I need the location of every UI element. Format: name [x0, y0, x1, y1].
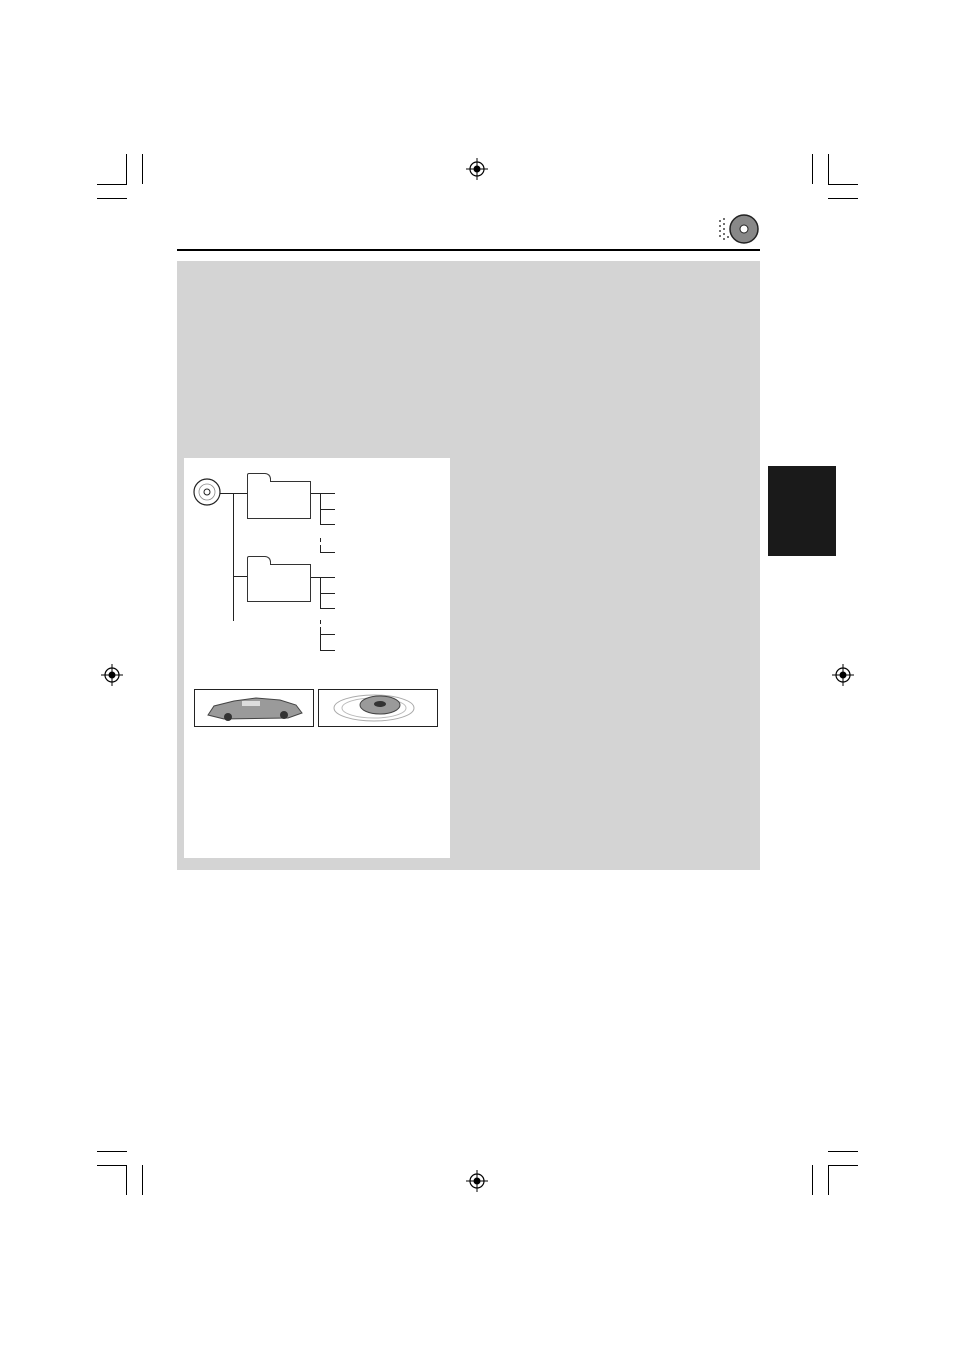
crop-mark — [126, 1165, 127, 1195]
tree-line — [320, 552, 335, 553]
crop-mark — [97, 1165, 127, 1166]
crop-mark — [142, 1165, 143, 1195]
tree-line — [320, 627, 321, 650]
tree-line — [233, 576, 248, 577]
crop-mark — [126, 154, 127, 184]
crop-mark — [828, 1151, 858, 1152]
language-tab — [768, 466, 836, 556]
tree-line — [233, 493, 234, 621]
disc-icon — [192, 477, 222, 507]
tree-line — [320, 593, 335, 594]
crop-mark — [142, 154, 143, 184]
tree-line — [320, 509, 335, 510]
crop-mark — [97, 198, 127, 199]
registration-mark-icon — [101, 664, 123, 686]
folder-icon — [247, 473, 271, 482]
registration-mark-icon — [466, 1170, 488, 1192]
crop-mark — [812, 1165, 813, 1195]
tree-line — [311, 577, 335, 578]
tree-line — [320, 524, 335, 525]
crop-mark — [828, 1165, 829, 1195]
crop-mark — [828, 154, 829, 184]
crop-mark — [828, 198, 858, 199]
folder-icon — [247, 556, 271, 565]
diagram-box — [184, 458, 450, 858]
crop-mark — [828, 1165, 858, 1166]
tree-line — [320, 538, 321, 542]
header-rule — [177, 249, 760, 251]
tree-line — [320, 634, 335, 635]
tree-line — [311, 493, 335, 494]
tree-line — [220, 493, 248, 494]
tree-line — [320, 650, 335, 651]
folder-album-1 — [247, 481, 311, 519]
crop-mark — [812, 154, 813, 184]
cd-icon — [716, 213, 760, 245]
tree-line — [320, 608, 335, 609]
disc-image-display — [318, 689, 438, 727]
registration-mark-icon — [466, 158, 488, 180]
crop-mark — [97, 1151, 127, 1152]
crop-mark — [828, 184, 858, 185]
folder-album-2 — [247, 564, 311, 602]
car-image-display — [194, 689, 314, 727]
crop-mark — [97, 184, 127, 185]
registration-mark-icon — [832, 664, 854, 686]
tree-line — [320, 620, 321, 624]
